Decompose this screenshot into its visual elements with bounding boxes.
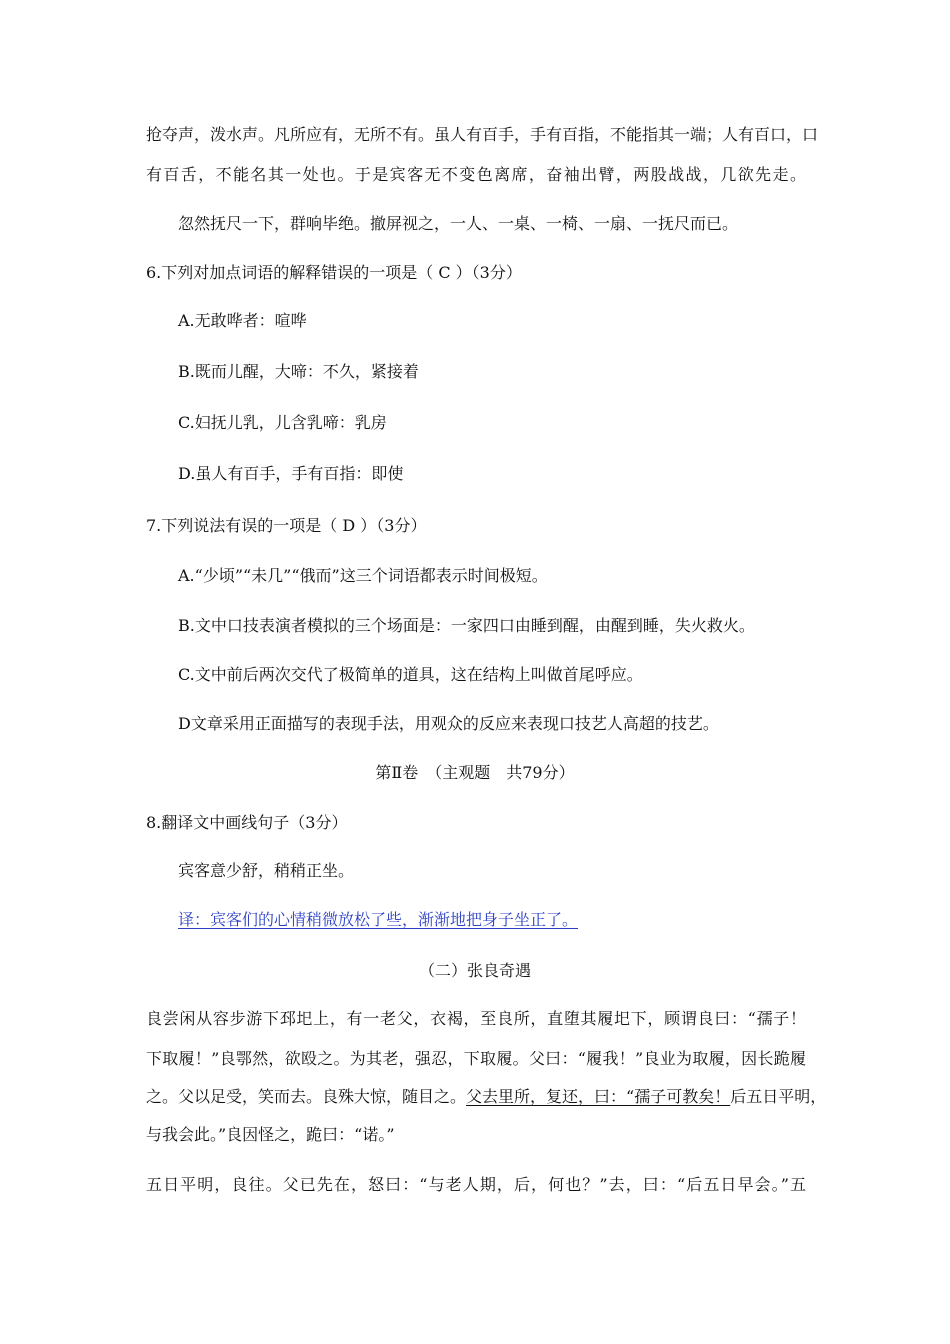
passage1-line3: 忽然抚尺一下，群响毕绝。撤屏视之，一人、一桌、一椅、一扇、一抚尺而已。	[178, 214, 739, 233]
question-8-sentence: 宾客意少舒，稍稍正坐。	[178, 861, 355, 880]
underlined-sentence: 父去里所，复还，曰：“孺子可教矣！	[466, 1087, 731, 1106]
passage2-line2: 下取履！”良鄂然，欲殴之。为其老，强忍，下取履。父曰：“履我！”良业为取履，因长跪履	[146, 1049, 806, 1068]
passage1-line1: 抢夺声，泼水声。凡所应有，无所不有。虽人有百手，手有百指，不能指其一端；人有百口，口	[146, 125, 819, 144]
question-7-option-d: D文章采用正面描写的表现手法，用观众的反应来表现口技艺人高超的技艺。	[178, 714, 719, 733]
passage2-line3-start: 之。父以足受，笑而去。良殊大惊，随目之。	[146, 1087, 467, 1106]
question-8-stem: 8.翻译文中画线句子（3分）	[146, 813, 348, 832]
question-6-option-b: B.既而儿醒，大啼：不久，紧接着	[178, 362, 419, 381]
passage2-line4: 与我会此。”良因怪之，跪曰：“诺。”	[146, 1125, 395, 1144]
question-6-stem: 6.下列对加点词语的解释错误的一项是（ C ）（3分）	[146, 263, 522, 282]
question-6-option-c: C.妇抚儿乳，儿含乳啼：乳房	[178, 413, 387, 432]
passage2-line3-end: 后五日平明，	[730, 1087, 827, 1106]
question-7-option-b: B.文中口技表演者模拟的三个场面是：一家四口由睡到醒，由醒到睡，失火救火。	[178, 616, 755, 635]
section-2-title: 第Ⅱ卷 （主观题 共79分）	[375, 763, 575, 782]
passage2-line1: 良尝闲从容步游下邳圯上，有一老父，衣褐，至良所，直堕其履圯下，顾谓良曰：“孺子！	[146, 1009, 806, 1028]
question-6-option-d: D.虽人有百手，手有百指：即使	[178, 464, 404, 483]
question-7-option-c: C.文中前后两次交代了极简单的道具，这在结构上叫做首尾呼应。	[178, 665, 643, 684]
passage2-line5: 五日平明，良往。父已先在，怒曰：“与老人期，后，何也？”去，曰：“后五日早会。”五	[146, 1175, 806, 1194]
passage2-line3	[146, 1086, 827, 1108]
question-8-answer: 译：宾客们的心情稍微放松了些，渐渐地把身子坐正了。	[178, 910, 579, 929]
question-7-option-a: A.“少顷”“未几”“俄而”这三个词语都表示时间极短。	[178, 566, 548, 585]
question-7-stem: 7.下列说法有误的一项是（ D ）（3分）	[146, 516, 427, 535]
question-6-option-a: A.无敢哗者：喧哗	[178, 311, 307, 330]
passage-2-title: （二）张良奇遇	[418, 961, 531, 980]
passage1-line2: 有百舌，不能名其一处也。于是宾客无不变色离席，奋袖出臂，两股战战，几欲先走。	[146, 165, 806, 184]
